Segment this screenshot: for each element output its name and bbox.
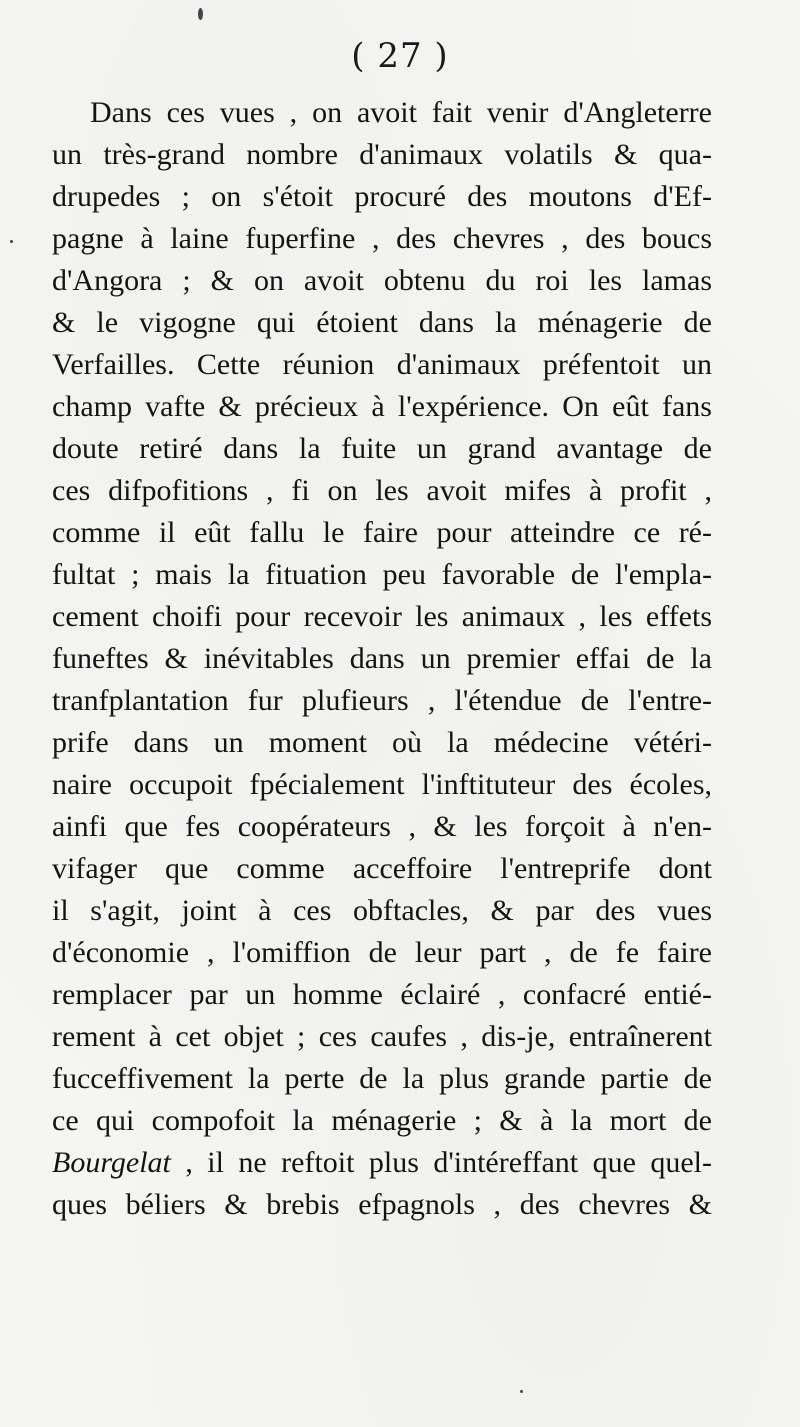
- text-line: prife dans un moment où la médecine vétéri-: [52, 726, 712, 759]
- text-line: Verfailles. Cette réunion d'animaux préfentoit un: [52, 348, 712, 381]
- text-line: remplacer par un homme éclairé , confacré entié-: [52, 978, 712, 1011]
- text-line: il s'agit, joint à ces obftacles, & par des vues: [52, 894, 712, 927]
- text-line: ainfi que fes coopérateurs , & les forçoit à n'en-: [52, 810, 712, 843]
- text-line: un très-grand nombre d'animaux volatils & qua-: [52, 138, 712, 171]
- text-line: tranfplantation fur plufieurs , l'étendue de l'entre-: [52, 684, 712, 717]
- text-line: rement à cet objet ; ces caufes , dis-je, entraînerent: [52, 1020, 712, 1053]
- text-line: fultat ; mais la fituation peu favorable de l'empla-: [52, 558, 712, 591]
- text-line: Dans ces vues , on avoit fait venir d'Angleterre: [90, 96, 712, 129]
- text-line: comme il eût fallu le faire pour atteindre ce ré-: [52, 516, 712, 549]
- text-line: ce qui compofoit la ménagerie ; & à la mort de: [52, 1104, 712, 1137]
- text-line: naire occupoit fpécialement l'inftituteur des écoles,: [52, 768, 712, 801]
- text-line: drupedes ; on s'étoit procuré des moutons d'Ef-: [52, 180, 712, 213]
- text-line: & le vigogne qui étoient dans la ménagerie de: [52, 306, 712, 339]
- text-line: champ vafte & précieux à l'expérience. On eût fans: [52, 390, 712, 423]
- text-line: fucceffivement la perte de la plus grande partie de: [52, 1062, 712, 1095]
- text-line: Bourgelat , il ne reftoit plus d'intéreffant que quel-: [52, 1146, 712, 1179]
- text-line: doute retiré dans la fuite un grand avantage de: [52, 432, 712, 465]
- text-line: ques béliers & brebis efpagnols , des chevres &: [52, 1188, 712, 1221]
- ink-speck: [520, 1390, 523, 1393]
- text-line: funeftes & inévitables dans un premier effai de la: [52, 642, 712, 675]
- text-line: d'économie , l'omiffion de leur part , de fe faire: [52, 936, 712, 969]
- text-line: pagne à laine fuperfine , des chevres , des boucs: [52, 222, 712, 255]
- body-text: [52, 92, 712, 1226]
- ink-speck: [10, 240, 13, 243]
- ink-speck: [198, 8, 203, 20]
- text-line: vifager que comme acceffoire l'entreprife dont: [52, 852, 712, 885]
- text-line: d'Angora ; & on avoit obtenu du roi les lamas: [52, 264, 712, 297]
- page-number: ( 27 ): [351, 36, 449, 76]
- text-line: cement choifi pour recevoir les animaux , les effets: [52, 600, 712, 633]
- italic-name: Bourgelat: [52, 1146, 171, 1179]
- text-line: ces difpofitions , fi on les avoit mifes à profit ,: [52, 474, 712, 507]
